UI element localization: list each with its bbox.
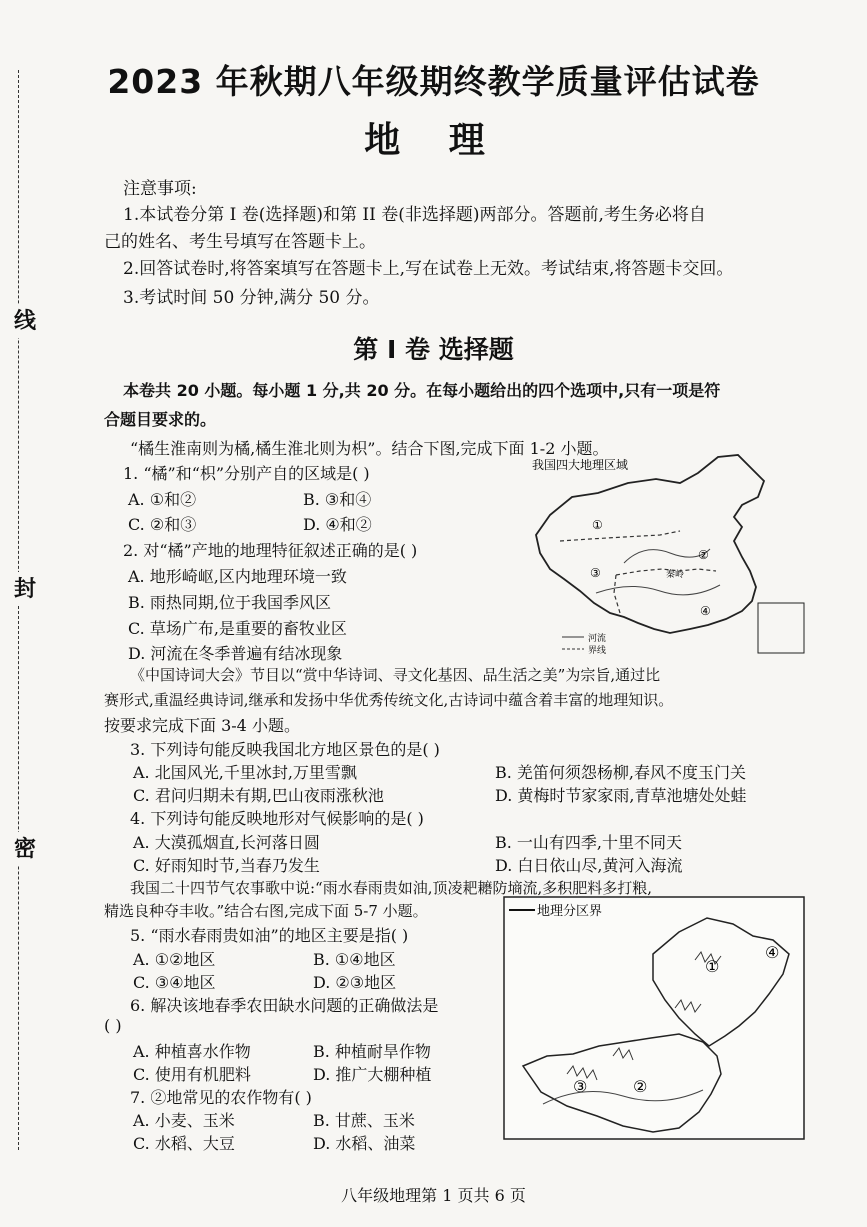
seal-char-xian: 线 bbox=[8, 304, 42, 338]
q5-option-d: D. ②③地区 bbox=[313, 973, 397, 992]
legend-border-label: 界线 bbox=[588, 646, 607, 656]
region-border-plateau bbox=[614, 575, 620, 613]
q2-option-b: B. 雨热同期,位于我国季风区 bbox=[128, 593, 332, 612]
qinling-label: 秦岭 bbox=[666, 570, 685, 580]
q4-option-a: A. 大漠孤烟直,长河落日圆 bbox=[133, 833, 320, 852]
seal-char-feng: 封 bbox=[8, 572, 42, 606]
q7-option-a: A. 小麦、玉米 bbox=[133, 1111, 235, 1130]
south-sea-inset bbox=[758, 603, 804, 653]
note-line-2: 己的姓名、考生号填写在答题卡上。 bbox=[104, 232, 376, 252]
note-line-3: 2.回答试卷时,将答案填写在答题卡上,写在试卷上无效。考试结束,将答题卡交回。 bbox=[123, 259, 734, 279]
q4-option-b: B. 一山有四季,十里不同天 bbox=[495, 833, 683, 852]
note-line-4: 3.考试时间 50 分钟,满分 50 分。 bbox=[123, 288, 380, 308]
q7-option-b: B. 甘蔗、玉米 bbox=[313, 1111, 415, 1130]
q7-option-c: C. 水稻、大豆 bbox=[133, 1134, 235, 1153]
note-line-1: 1.本试卷分第 I 卷(选择题)和第 II 卷(非选择题)两部分。答题前,考生务必将自 bbox=[123, 205, 706, 225]
seal-char-mi: 密 bbox=[8, 832, 42, 866]
q6-stem: 6. 解决该地春季农田缺水问题的正确做法是 bbox=[130, 996, 439, 1015]
q3-stem: 3. 下列诗句能反映我国北方地区景色的是( ) bbox=[130, 740, 440, 759]
q6-stem-bracket: ( ) bbox=[104, 1016, 122, 1035]
section-intro-2: 合题目要求的。 bbox=[104, 410, 217, 429]
q6-option-b: B. 种植耐旱作物 bbox=[313, 1042, 431, 1061]
notes-heading: 注意事项: bbox=[123, 179, 197, 199]
legend-river-label: 河流 bbox=[588, 634, 607, 644]
page-footer: 八年级地理第 1 页共 6 页 bbox=[341, 1186, 526, 1205]
q3-option-a: A. 北国风光,千里冰封,万里雪飘 bbox=[133, 763, 357, 782]
q4-stem: 4. 下列诗句能反映地形对气候影响的是( ) bbox=[130, 809, 424, 828]
north-map-label-4: ④ bbox=[765, 943, 780, 962]
q2-option-c: C. 草场广布,是重要的畜牧业区 bbox=[128, 619, 347, 638]
china-map-title: 我国四大地理区域 bbox=[532, 458, 629, 472]
region-border-west bbox=[560, 531, 680, 541]
q5-stem: 5. “雨水春雨贵如油”的地区主要是指( ) bbox=[130, 926, 409, 945]
china-map-label-2: ② bbox=[698, 548, 709, 562]
china-map-label-4: ④ bbox=[700, 604, 711, 618]
q3-option-c: C. 君问归期未有期,巴山夜雨涨秋池 bbox=[133, 786, 384, 805]
seal-dashed-line bbox=[18, 70, 19, 1150]
q7-stem: 7. ②地常见的农作物有( ) bbox=[130, 1088, 312, 1107]
china-outline bbox=[536, 455, 764, 633]
q2-option-a: A. 地形崎岖,区内地理环境一致 bbox=[128, 567, 347, 586]
q5-option-a: A. ①②地区 bbox=[133, 950, 216, 969]
q1-stem: 1. “橘”和“枳”分别产自的区域是( ) bbox=[123, 464, 370, 483]
group2-lead-1: 《中国诗词大会》节目以“赏中华诗词、寻文化基因、品生活之美”为宗旨,通过比 bbox=[130, 666, 661, 684]
north-china-map bbox=[503, 896, 805, 1140]
subject-title: 地 理 bbox=[364, 120, 503, 161]
north-map-label-1: ① bbox=[705, 957, 720, 976]
group1-lead: “橘生淮南则为橘,橘生淮北则为枳”。结合下图,完成下面 1-2 小题。 bbox=[130, 439, 609, 458]
group2-lead-3: 按要求完成下面 3-4 小题。 bbox=[104, 716, 300, 735]
section-intro-1: 本卷共 20 小题。每小题 1 分,共 20 分。在每小题给出的四个选项中,只有一项是符 bbox=[123, 381, 721, 400]
q6-option-a: A. 种植喜水作物 bbox=[133, 1042, 251, 1061]
q1-option-c: C. ②和③ bbox=[128, 515, 197, 534]
north-map-label-3: ③ bbox=[573, 1077, 588, 1096]
china-regions-map bbox=[520, 453, 820, 658]
section-title: 第 I 卷 选择题 bbox=[353, 335, 514, 364]
q6-option-c: C. 使用有机肥料 bbox=[133, 1065, 251, 1084]
q4-option-d: D. 白日依山尽,黄河入海流 bbox=[495, 856, 683, 875]
china-map-label-3: ③ bbox=[590, 566, 601, 580]
north-map-frame bbox=[504, 897, 804, 1139]
q1-option-d: D. ④和② bbox=[303, 515, 372, 534]
q2-option-d: D. 河流在冬季普遍有结冰现象 bbox=[128, 644, 343, 663]
q3-option-d: D. 黄梅时节家家雨,青草池塘处处蛙 bbox=[495, 786, 747, 805]
q7-option-d: D. 水稻、油菜 bbox=[313, 1134, 416, 1153]
q1-option-b: B. ③和④ bbox=[303, 490, 372, 509]
q3-option-b: B. 羌笛何须怨杨柳,春风不度玉门关 bbox=[495, 763, 747, 782]
north-map-label-2: ② bbox=[633, 1077, 648, 1096]
q1-option-a: A. ①和② bbox=[128, 490, 197, 509]
q5-option-c: C. ③④地区 bbox=[133, 973, 216, 992]
group2-lead-2: 赛形式,重温经典诗词,继承和发扬中华优秀传统文化,古诗词中蕴含着丰富的地理知识。 bbox=[104, 691, 674, 709]
china-map-label-1: ① bbox=[592, 518, 603, 532]
q6-option-d: D. 推广大棚种植 bbox=[313, 1065, 432, 1084]
q4-option-c: C. 好雨知时节,当春乃发生 bbox=[133, 856, 320, 875]
exam-title: 2023 年秋期八年级期终教学质量评估试卷 bbox=[107, 62, 760, 101]
q5-option-b: B. ①④地区 bbox=[313, 950, 396, 969]
q2-stem: 2. 对“橘”产地的地理特征叙述正确的是( ) bbox=[123, 541, 418, 560]
group3-lead-2: 精选良种夺丰收。”结合右图,完成下面 5-7 小题。 bbox=[104, 902, 428, 920]
north-map-legend-label: 地理分区界 bbox=[537, 904, 603, 919]
group3-lead-1: 我国二十四节气农事歌中说:“雨水春雨贵如油,顶凌耙耱防墒流,多积肥料多打粮, bbox=[130, 879, 653, 897]
